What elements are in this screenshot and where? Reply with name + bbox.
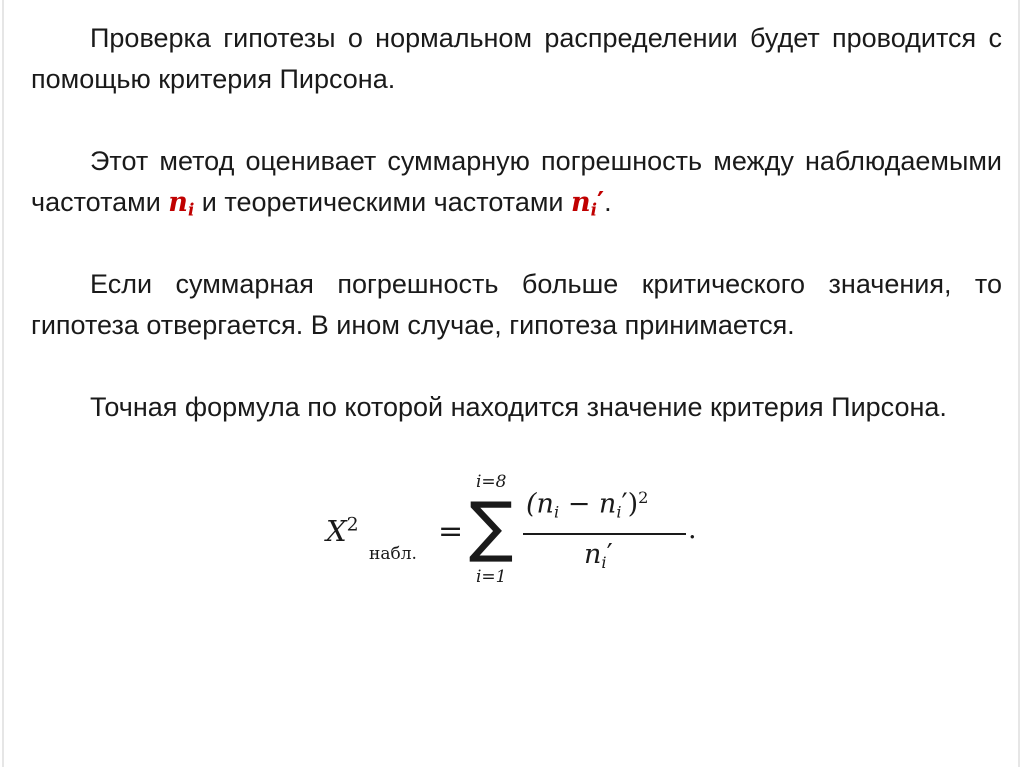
slide-left-border bbox=[2, 0, 4, 767]
sum-lower-limit: i=1 bbox=[476, 567, 507, 587]
pearson-formula bbox=[326, 470, 706, 590]
paragraph-formula-intro: Точная формула по которой находится значение критерия Пирсона. bbox=[90, 392, 947, 422]
paragraph-method-text-2: и теоретическими частотами bbox=[194, 187, 571, 217]
fraction-denominator: $n_i'$ bbox=[584, 539, 613, 572]
formula-subscript-observed: набл. bbox=[369, 544, 417, 564]
paragraph-method bbox=[31, 141, 1002, 231]
slide-right-border bbox=[1018, 0, 1020, 767]
fraction-bar bbox=[523, 533, 686, 535]
paragraph-method-text-1: Этот метод оценивает суммарную погрешность между наблюдаемыми частотами bbox=[31, 146, 1002, 217]
theoretical-frequency-symbol: $n_i'$ bbox=[570, 187, 605, 220]
sum-upper-limit: i=8 bbox=[476, 472, 507, 492]
paragraph-hypothesis: Проверка гипотезы о нормальном распределении будет проводится с помощью критерия Пирсона. bbox=[31, 23, 1002, 94]
formula-equals: = bbox=[438, 514, 464, 549]
sum-symbol: ∑ bbox=[469, 488, 514, 565]
paragraph-method-text-end: . bbox=[604, 187, 612, 217]
formula-period: . bbox=[688, 514, 697, 545]
formula-chi-square: $X^2$ bbox=[326, 514, 359, 548]
paragraph-decision: Если суммарная погрешность больше критического значения, то гипотеза отвергается. В ином случае, гипотеза принимается. bbox=[31, 269, 1002, 340]
observed-frequency-symbol: $n_i$ bbox=[168, 187, 195, 220]
fraction-numerator: $(n_i - n_i')^2$ bbox=[526, 488, 649, 522]
